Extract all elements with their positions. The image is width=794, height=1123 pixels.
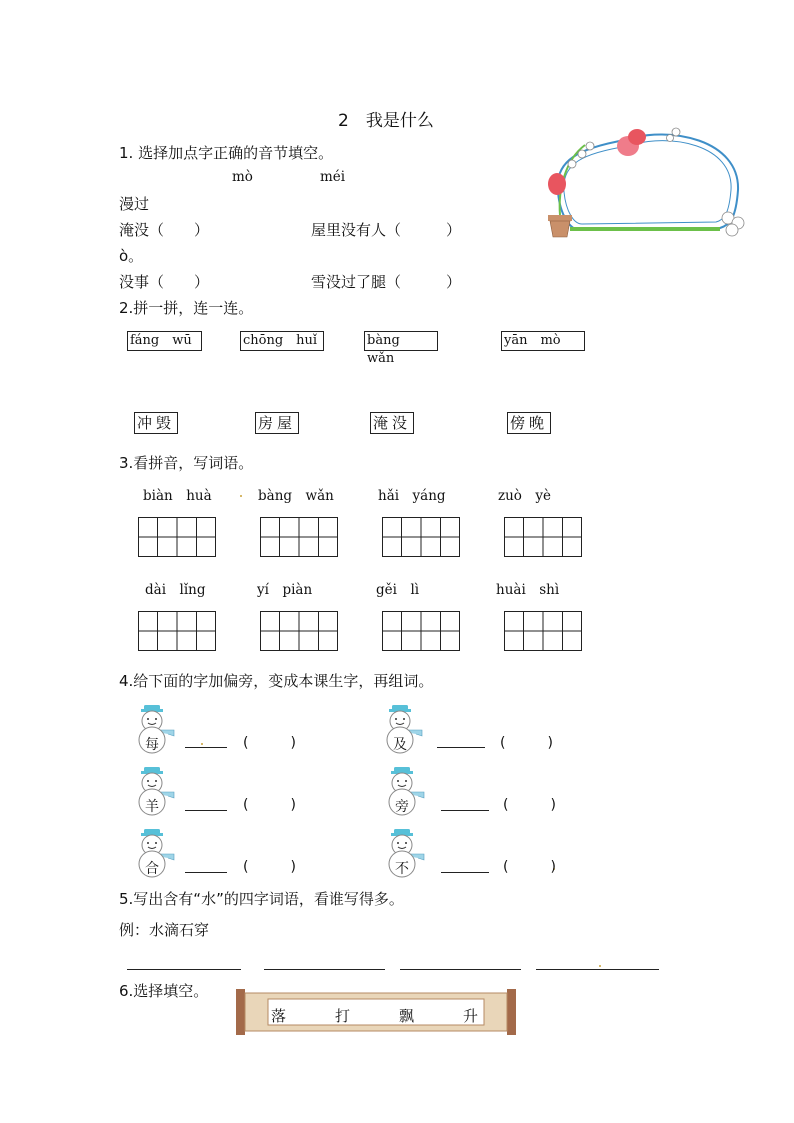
writing-grid[interactable] [138, 611, 216, 651]
pinyin-label: gěi lì [376, 582, 420, 598]
decorative-frame-illustration [530, 120, 755, 245]
stray-dot [201, 743, 203, 745]
answer-blank[interactable] [441, 810, 489, 811]
writing-grid[interactable] [382, 517, 460, 557]
option-word[interactable]: 落 [271, 1007, 287, 1025]
word-box[interactable]: 冲毁 [134, 412, 178, 434]
writing-grid[interactable] [260, 611, 338, 651]
pinyin-box[interactable]: chōng huǐ [240, 331, 324, 351]
pinyin-label: dài lǐng [145, 582, 206, 598]
question-1-heading: 1. 选择加点字正确的音节填空。 [119, 144, 334, 162]
answer-line[interactable] [264, 969, 385, 970]
word-paren[interactable]: ( ) [243, 735, 296, 751]
pinyin-option-mo: mò [232, 169, 253, 185]
answer-line[interactable] [127, 969, 241, 970]
q1-item-4[interactable]: 雪没过了腿（ ） [311, 273, 462, 291]
word-paren[interactable]: ( ) [243, 797, 296, 813]
answer-blank[interactable] [185, 872, 227, 873]
pinyin-label: biàn huà [143, 488, 212, 504]
pinyin-label: yí piàn [257, 582, 313, 598]
pinyin-label: bàng wǎn [258, 488, 334, 504]
q1-item-2[interactable]: 屋里没有人（ ） [311, 221, 462, 239]
word-paren[interactable]: ( ) [500, 735, 553, 751]
question-2-heading: 2.拼一拼，连一连。 [119, 299, 254, 317]
writing-grid[interactable] [138, 517, 216, 557]
writing-grid[interactable] [504, 611, 582, 651]
base-character: 及 [393, 737, 407, 753]
snowman-icon [130, 766, 180, 816]
writing-grid[interactable] [260, 517, 338, 557]
question-3-heading: 3.看拼音，写词语。 [119, 454, 254, 472]
word-box[interactable]: 房屋 [255, 412, 299, 434]
word-paren[interactable]: ( ) [503, 859, 556, 875]
pinyin-label: huài shì [496, 582, 560, 598]
stray-dot [599, 965, 601, 967]
snowman-icon [130, 828, 180, 878]
answer-blank[interactable] [437, 747, 485, 748]
q1-item-3[interactable]: 没事（ ） [119, 273, 210, 291]
writing-grid[interactable] [504, 517, 582, 557]
writing-grid[interactable] [382, 611, 460, 651]
snowman-icon [380, 766, 430, 816]
pinyin-box[interactable]: fáng wū [127, 331, 202, 351]
word-paren[interactable]: ( ) [243, 859, 296, 875]
option-word[interactable]: 打 [335, 1007, 351, 1025]
answer-blank[interactable] [185, 747, 227, 748]
snowman-icon [130, 704, 180, 754]
base-character: 旁 [395, 799, 409, 815]
snowman-icon [378, 704, 428, 754]
answer-blank[interactable] [185, 810, 227, 811]
stray-dot [240, 495, 242, 497]
option-word[interactable]: 升 [463, 1007, 479, 1025]
q1-line-a: 漫过 [119, 195, 150, 213]
answer-blank[interactable] [441, 872, 489, 873]
option-word[interactable]: 飘 [399, 1007, 415, 1025]
question-4-heading: 4.给下面的字加偏旁，变成本课生字，再组词。 [119, 672, 434, 690]
pinyin-option-mei: méi [320, 169, 346, 185]
pinyin-label: zuò yè [498, 488, 552, 504]
pinyin-box[interactable]: yān mò [501, 331, 585, 351]
base-character: 每 [145, 737, 159, 753]
answer-line[interactable] [536, 969, 659, 970]
question-5-heading: 5.写出含有“水”的四字词语，看谁写得多。 [119, 890, 404, 908]
answer-line[interactable] [400, 969, 521, 970]
page-title: 2 我是什么 [338, 111, 434, 131]
word-box[interactable]: 淹没 [370, 412, 414, 434]
snowman-icon [380, 828, 430, 878]
word-paren[interactable]: ( ) [503, 797, 556, 813]
pinyin-label: hǎi yáng [378, 488, 446, 504]
q1-line-b: ò。 [119, 247, 144, 265]
word-box[interactable]: 傍晚 [507, 412, 551, 434]
question-6-heading: 6.选择填空。 [119, 982, 209, 1000]
base-character: 不 [395, 861, 409, 877]
base-character: 合 [145, 861, 159, 877]
base-character: 羊 [145, 799, 159, 815]
pinyin-box[interactable]: bàng wǎn [364, 331, 438, 351]
q5-example: 例：水滴石穿 [119, 921, 210, 939]
q1-item-1[interactable]: 淹没（ ） [119, 221, 210, 239]
